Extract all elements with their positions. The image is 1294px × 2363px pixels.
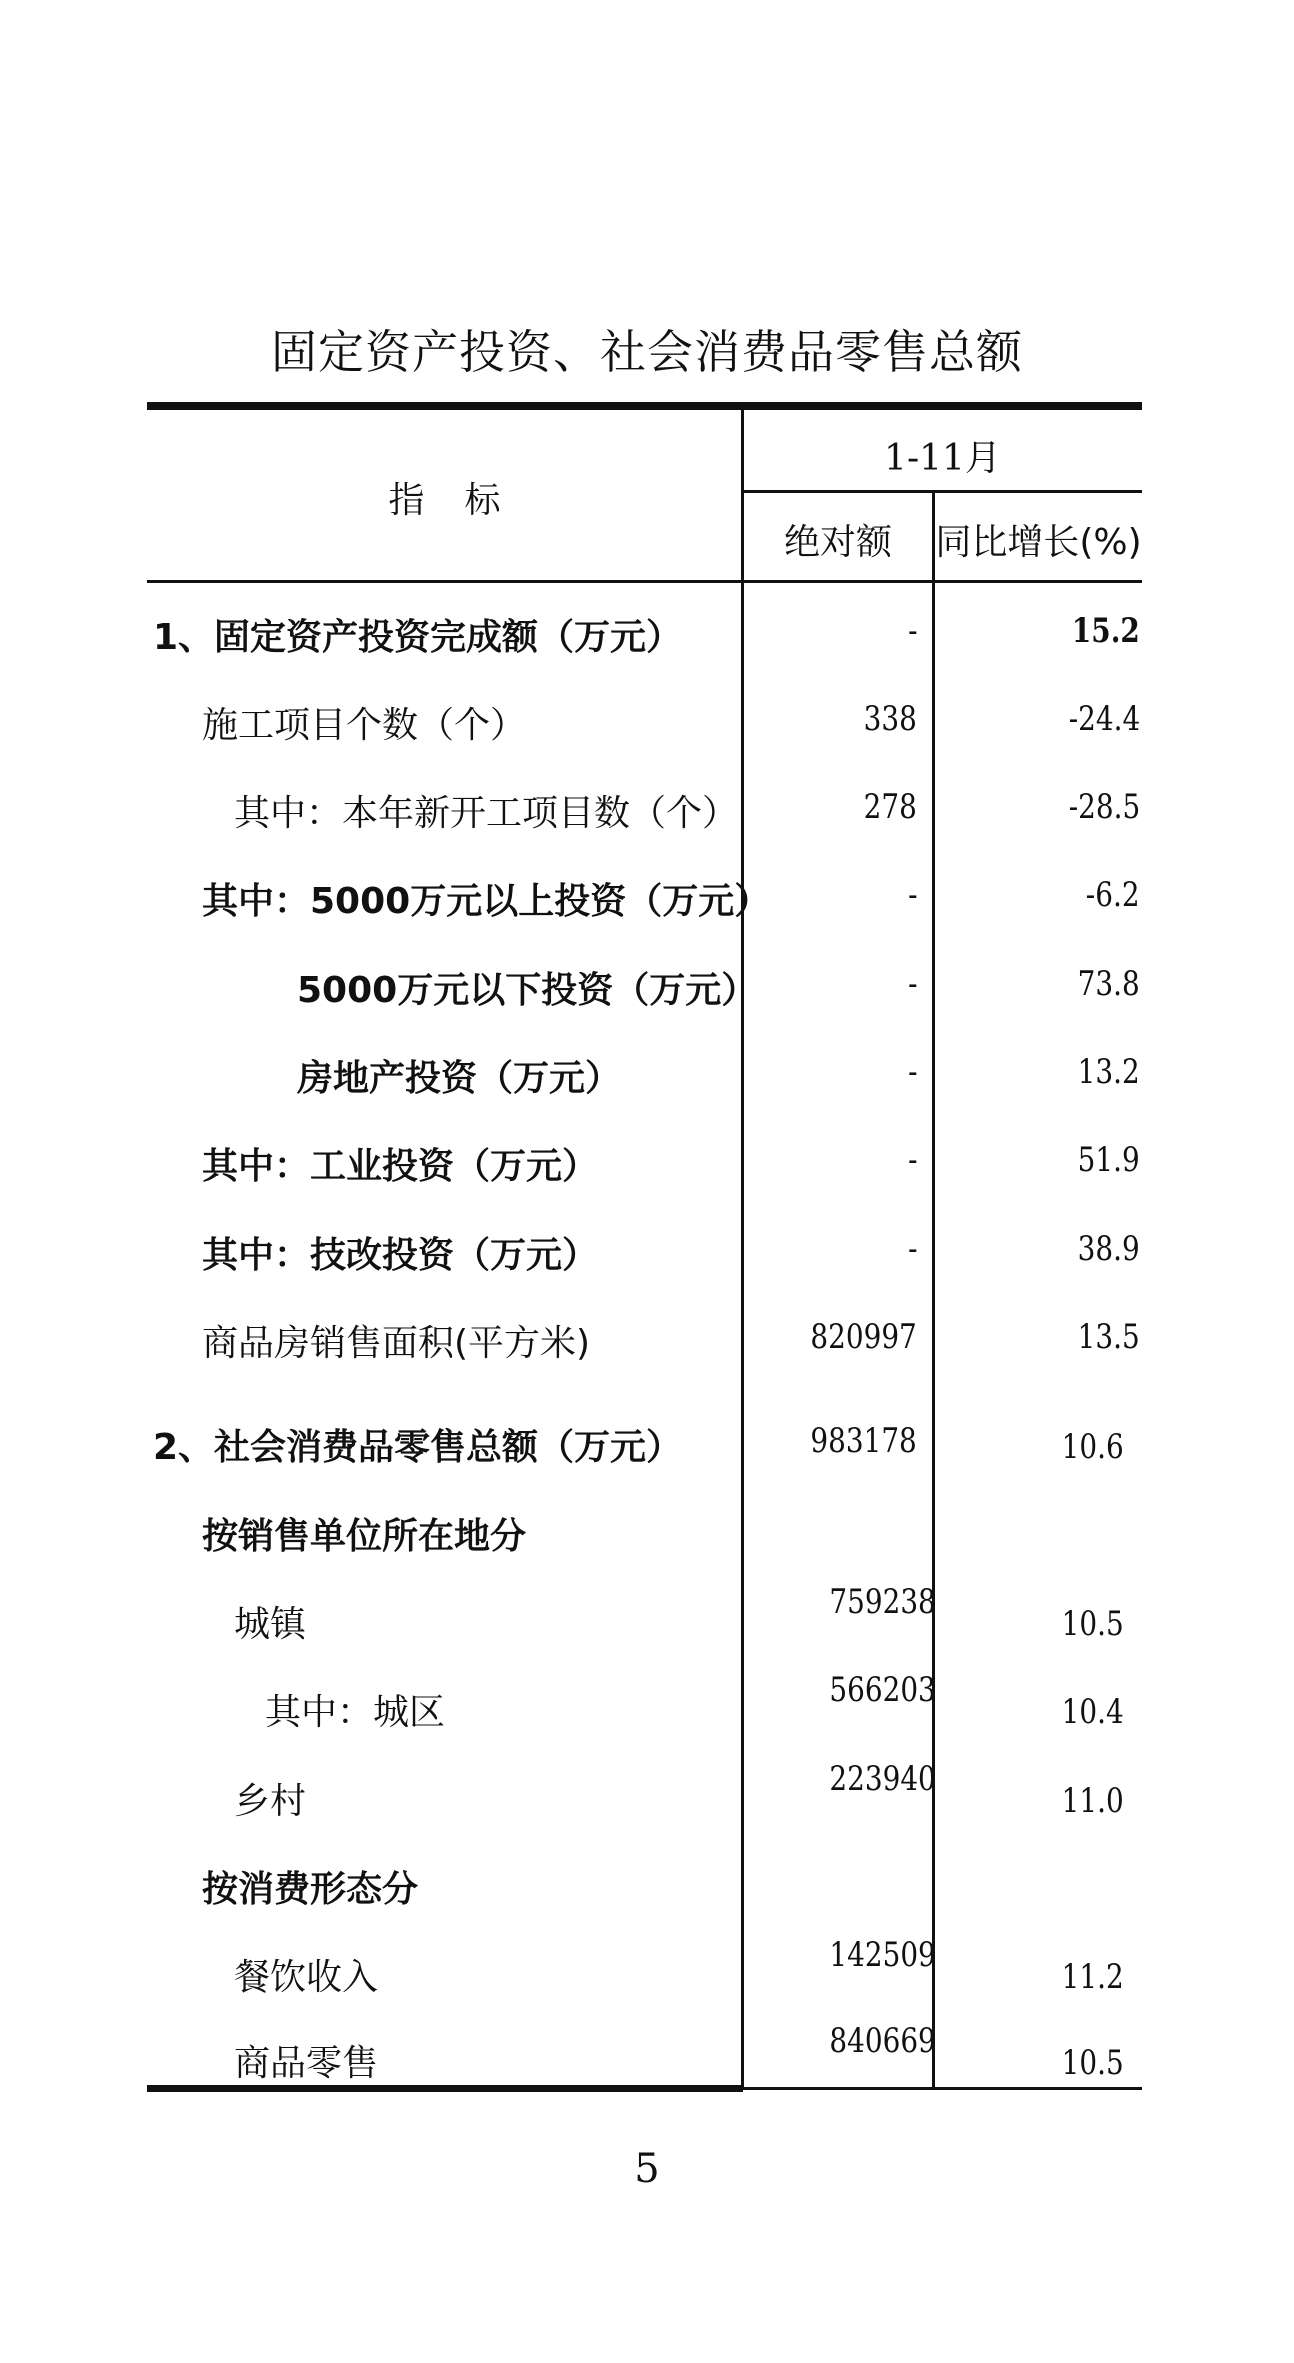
row-yoy-value: 11.2 <box>1061 1957 1124 1997</box>
header-indicator: 指标 <box>388 480 541 521</box>
row-yoy-value: -28.5 <box>1068 787 1140 827</box>
table-body <box>147 402 1142 2094</box>
table-row <box>147 1138 1142 1198</box>
table-row <box>147 1227 1142 1287</box>
row-absolute-value: 338 <box>863 699 917 739</box>
row-label: 1、固定资产投资完成额（万元） <box>153 617 683 658</box>
row-label: 其中：5000万元以上投资（万元） <box>202 881 771 922</box>
table-row <box>147 2021 1142 2095</box>
row-absolute-value: - <box>907 1229 917 1269</box>
row-yoy-value: 38.9 <box>1077 1229 1140 1269</box>
row-absolute-value: 223940 <box>829 1759 936 1799</box>
row-yoy-value: 10.6 <box>1061 1427 1124 1467</box>
row-yoy-value: 13.5 <box>1077 1317 1140 1357</box>
row-label: 其中：技改投资（万元） <box>202 1235 599 1276</box>
row-label: 按消费形态分 <box>202 1869 419 1910</box>
row-label: 商品零售 <box>234 2043 379 2084</box>
row-label: 餐饮收入 <box>234 1957 379 1998</box>
header-yoy-growth: 同比增长(%) <box>935 522 1142 563</box>
row-label: 按销售单位所在地分 <box>202 1516 527 1557</box>
row-yoy-value: -24.4 <box>1068 699 1140 739</box>
row-absolute-value: - <box>907 1140 917 1180</box>
table-row <box>147 962 1142 1022</box>
statistics-table <box>147 402 1142 2094</box>
row-yoy-value: 10.4 <box>1061 1692 1124 1732</box>
row-absolute-value: - <box>907 964 917 1004</box>
row-yoy-value: 11.0 <box>1061 1781 1124 1821</box>
table-row <box>147 1315 1142 1375</box>
row-yoy-value: 10.5 <box>1061 2043 1124 2083</box>
header-period: 1-11月 <box>884 438 1001 479</box>
row-label: 商品房销售面积(平方米) <box>202 1323 591 1364</box>
row-label: 城镇 <box>234 1604 307 1645</box>
row-yoy-value: 15.2 <box>1072 611 1140 651</box>
row-label: 5000万元以下投资（万元） <box>297 970 758 1011</box>
row-absolute-value: - <box>907 1052 917 1092</box>
row-absolute-value: 840669 <box>829 2021 936 2061</box>
table-row <box>147 1759 1142 1833</box>
table-row <box>147 697 1142 757</box>
table-row <box>147 1861 1142 1921</box>
page-number: 5 <box>634 2146 660 2192</box>
row-yoy-value: 51.9 <box>1077 1140 1140 1180</box>
row-absolute-value: - <box>907 875 917 915</box>
row-absolute-value: - <box>907 611 917 651</box>
row-absolute-value: 142509 <box>829 1935 936 1975</box>
row-yoy-value: 10.5 <box>1061 1604 1124 1644</box>
row-absolute-value: 759238 <box>829 1582 936 1622</box>
row-yoy-value: 13.2 <box>1077 1052 1140 1092</box>
row-label: 其中：本年新开工项目数（个） <box>234 793 739 834</box>
row-label: 施工项目个数（个） <box>202 705 527 746</box>
table-row <box>147 1670 1142 1744</box>
page-title: 固定资产投资、社会消费品零售总额 <box>271 325 1023 379</box>
row-label: 其中：工业投资（万元） <box>202 1146 599 1187</box>
row-absolute-value: 278 <box>863 787 917 827</box>
row-absolute-value: 820997 <box>810 1317 917 1357</box>
table-row <box>147 609 1142 669</box>
table-row <box>147 873 1142 933</box>
table-row <box>147 1935 1142 2009</box>
row-absolute-value: 566203 <box>829 1670 936 1710</box>
row-label: 乡村 <box>234 1781 307 1822</box>
row-yoy-value: 73.8 <box>1077 964 1140 1004</box>
table-row <box>147 1508 1142 1568</box>
row-label: 2、社会消费品零售总额（万元） <box>153 1427 683 1468</box>
row-label: 房地产投资（万元） <box>297 1058 622 1099</box>
table-row <box>147 1050 1142 1110</box>
table-row <box>147 1582 1142 1656</box>
table-row <box>147 1419 1142 1479</box>
row-yoy-value: -6.2 <box>1086 875 1140 915</box>
header-absolute-amount: 绝对额 <box>783 522 892 563</box>
table-row <box>147 785 1142 845</box>
row-absolute-value: 983178 <box>810 1421 917 1461</box>
row-label: 其中：城区 <box>265 1692 446 1733</box>
